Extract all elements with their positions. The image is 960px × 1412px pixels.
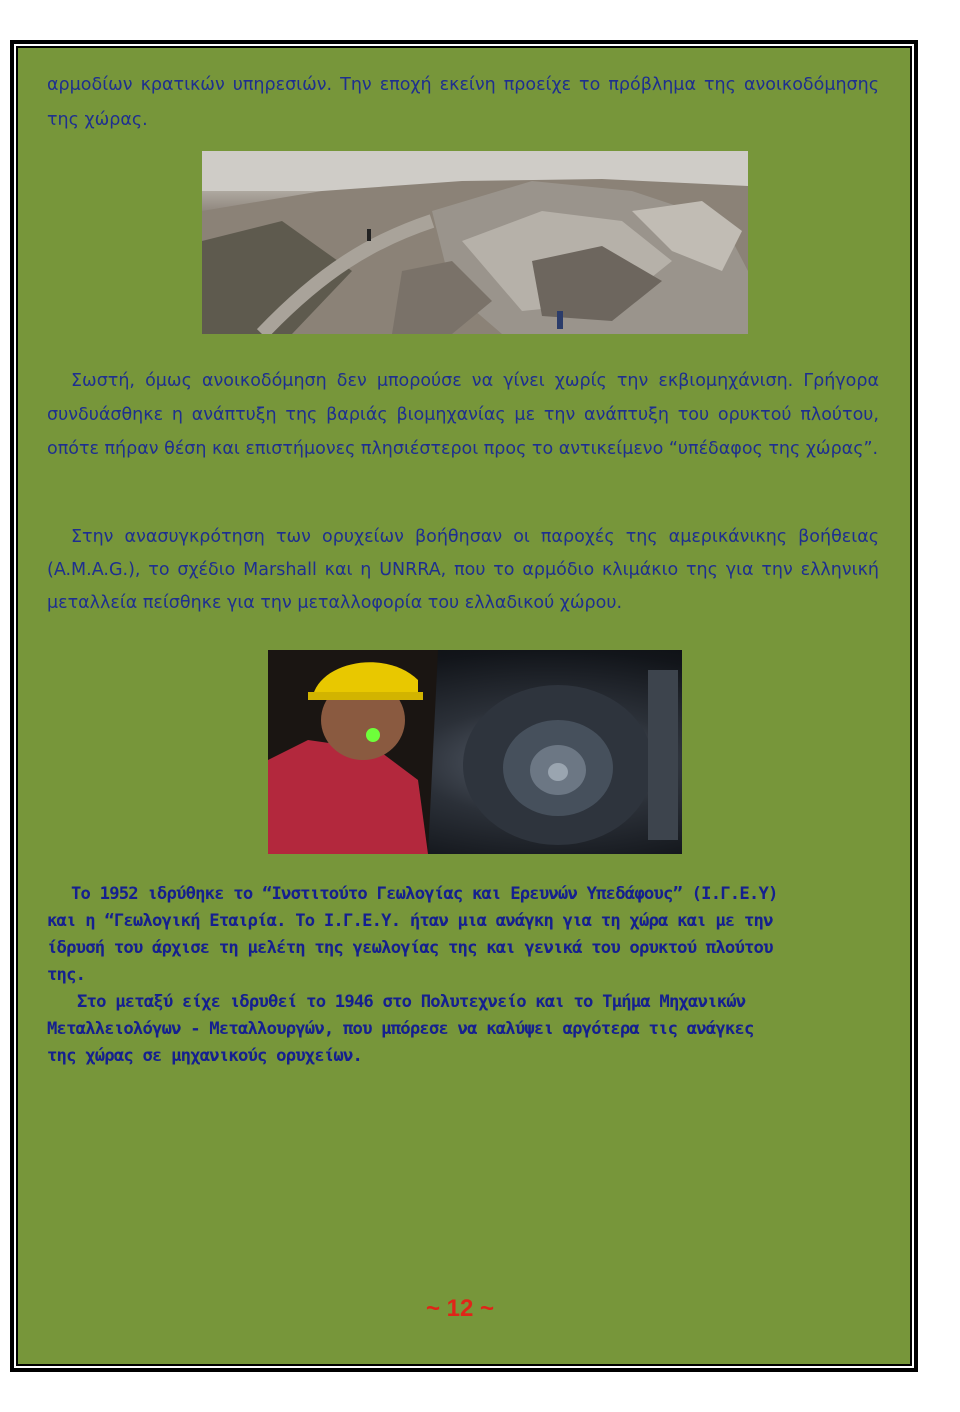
institute-line-2: και η “Γεωλογική Εταιρία. Το Ι.Γ.Ε.Υ. ήταν μια ανάγκη για τη χώρα και με την [47, 911, 773, 931]
paragraph-reconstruction: Σωστή, όμως ανοικοδόμηση δεν μπορούσε να γίνει χωρίς την εκβιομηχάνιση. Γρήγορα συνδυάσθηκε η ανάπτυξη της βαριάς βιομηχανίας με την ανάπτυξη του ορυκτού πλούτου, οπότε πήραν θέση και επιστήμονες πλησιέστεροι προς το αντικείμενο “υπέδαφος της χώρας”. [47, 371, 879, 459]
paragraph-top: αρμοδίων κρατικών υπηρεσιών. Την εποχή εκείνη προείχε το πρόβλημα της ανοικοδόμησης της χώρας. [47, 75, 879, 130]
institute-line-6: Μεταλλειολόγων - Μεταλλουργών, που μπόρεσε να καλύψει αργότερα τις ανάγκες [47, 1019, 754, 1039]
institute-line-1: Το 1952 ιδρύθηκε το “Ινστιτούτο Γεωλογίας και Ερευνών Υπεδάφους” (Ι.Γ.Ε.Υ) [71, 884, 778, 904]
ruins-photo [202, 151, 748, 334]
institute-line-7: της χώρας σε μηχανικούς ορυχείων. [47, 1046, 363, 1066]
institute-line-5: Στο μεταξύ είχε ιδρυθεί το 1946 στο Πολυτεχνείο και το Τμήμα Μηχανικών [77, 992, 746, 1012]
institute-line-4: της. [47, 965, 86, 985]
mine-tunnel-photo [268, 650, 682, 854]
paragraph-institute [47, 881, 879, 1070]
page-number: ~ 12 ~ [425, 1295, 495, 1322]
institute-line-3: ίδρυσή του άρχισε τη μελέτη της γεωλογίας της και γενικά του ορυκτού πλούτου [47, 938, 773, 958]
paragraph-aid: Στην ανασυγκρότηση των ορυχείων βοήθησαν οι παροχές της αμερικάνικης βοήθειας (A.M.A.G.), το σχέδιο Marshall και η UNRRA, που το αρμόδιο κλιμάκιο της για την ελληνική μεταλλεία πείσθηκε για την μεταλλοφορία του ελλαδικού χώρου. [47, 527, 879, 613]
